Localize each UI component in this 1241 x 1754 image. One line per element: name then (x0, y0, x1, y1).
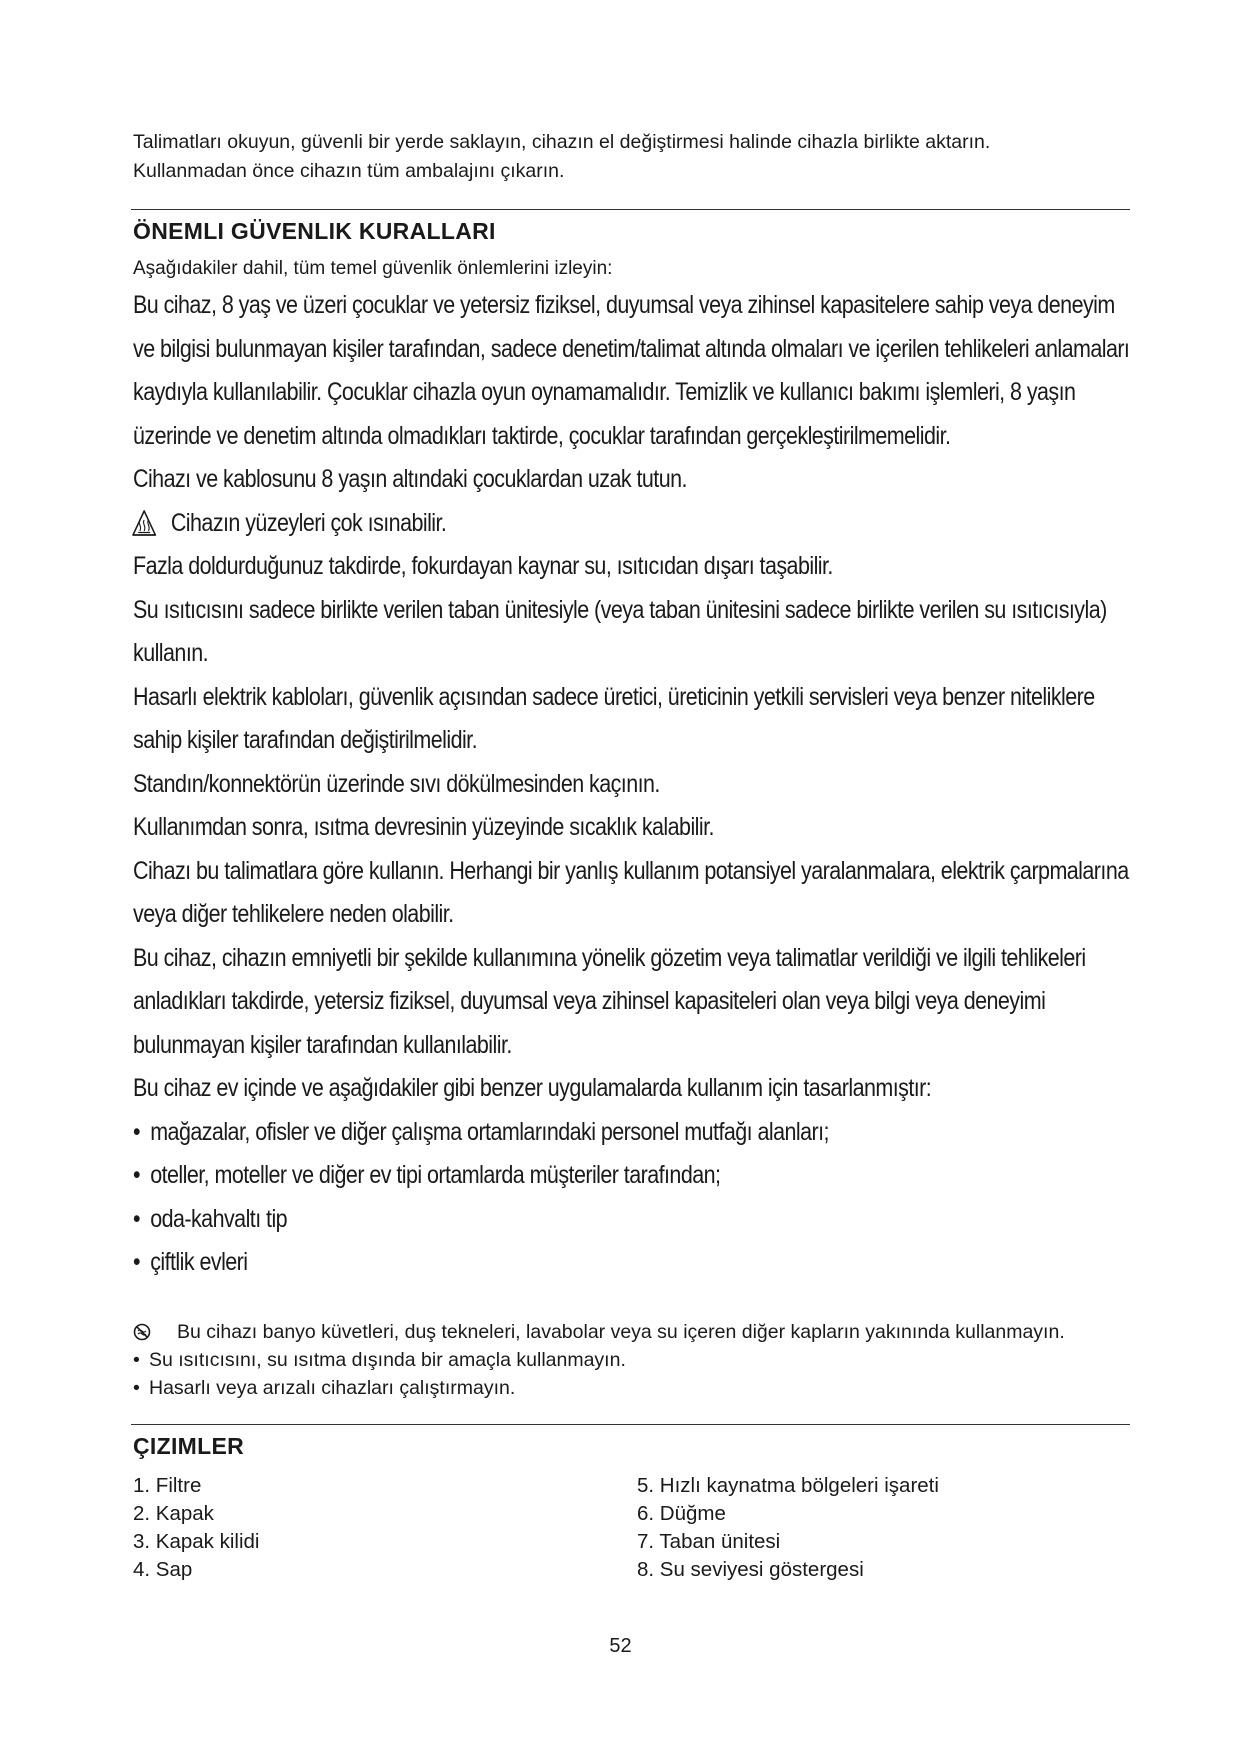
rule-misuse: Cihazı bu talimatlara göre kullanın. Herhangi bir yanlış kullanım potansiyel yaralanmalara, elektrik çarpmalarına veya diğer tehlikelere neden olabilir. (133, 856, 1129, 928)
list-item: 4. Sap (133, 1558, 193, 1581)
rule-keep-away: Cihazı ve kablosunu 8 yaşın altındaki çocuklardan uzak tutun. (133, 465, 687, 493)
safety-rules (133, 284, 1139, 1285)
page-number: 52 (609, 1635, 632, 1657)
rule-intended-use: Bu cihaz ev içinde ve aşağıdakiler gibi benzer uygulamalarda kullanım için tasarlanmıştır: (133, 1074, 932, 1102)
small-warnings (133, 1318, 1133, 1402)
list-item: 6. Düğme (637, 1502, 726, 1525)
list-item: 8. Su seviyesi göstergesi (637, 1558, 864, 1581)
intro-line-1: Talimatları okuyun, güvenli bir yerde saklayın, cihazın el değiştirmesi halinde cihazla birlikte aktarın. (133, 131, 991, 153)
figures-heading: ÇIZIMLER (133, 1433, 244, 1459)
section-divider (131, 209, 1130, 210)
no-water-warning-icon (133, 1323, 151, 1341)
rule-overfill: Fazla doldurduğunuz takdirde, fokurdayan kaynar su, ısıtıcıdan dışarı taşabilir. (133, 552, 833, 580)
list-item: 5. Hızlı kaynatma bölgeleri işareti (637, 1474, 939, 1497)
list-item: 3. Kapak kilidi (133, 1530, 260, 1553)
list-item: • çiftlik evleri (133, 1241, 1139, 1285)
bath-warning-text: Bu cihazı banyo küvetleri, duş tekneleri, lavabolar veya su içeren diğer kapların yakınında kullanmayın. (177, 1321, 1065, 1343)
list-item: • Hasarlı veya arızalı cihazları çalıştırmayın. (133, 1374, 1133, 1402)
hot-surface-text: Cihazın yüzeyleri çok ısınabilir. (170, 508, 447, 537)
rule-reduced-capabilities: Bu cihaz, cihazın emniyetli bir şekilde kullanımına yönelik gözetim veya talimatlar verildiği ve ilgili tehlikeleri anladıkları takdirde, yetersiz fiziksel, duyumsal veya zihinsel kapasiteleri olan veya bilgi veya deneyimi bulunmayan kişiler tarafından kullanılabilir. (133, 943, 1086, 1059)
list-item: 1. Filtre (133, 1474, 202, 1497)
intro-text (133, 128, 1133, 186)
bath-warning (133, 1318, 1133, 1346)
list-item: • Su ısıtıcısını, su ısıtma dışında bir amaçla kullanmayın. (133, 1346, 1133, 1374)
rule-hot-surface (133, 502, 1139, 546)
uses-list (133, 1111, 1139, 1285)
rule-base-unit: Su ısıtıcısını sadece birlikte verilen taban ünitesiyle (veya taban ünitesini sadece birlikte verilen su ısıtıcısıyla) kullanın. (133, 595, 1107, 667)
list-item: • oteller, moteller ve diğer ev tipi ortamlarda müşteriler tarafından; (133, 1154, 1139, 1198)
rule-children-supervision: Bu cihaz, 8 yaş ve üzeri çocuklar ve yetersiz fiziksel, duyumsal veya zihinsel kapasitelere sahip veya deneyim ve bilgisi bulunmayan kişiler tarafından, sadece denetim/talimat altında olmaları ve içerilen tehlikeleri anlamaları kaydıyla kullanılabilir. Çocuklar cihazla oyun oynamamalıdır. Temizlik ve kullanıcı bakımı işlemleri, 8 yaşın üzerinde ve denetim altında olmadıkları taktirde, çocuklar tarafından gerçekleştirilmemelidir. (133, 291, 1130, 450)
small-warnings-list (133, 1346, 1133, 1402)
rule-damaged-cable: Hasarlı elektrik kabloları, güvenlik açısından sadece üretici, üreticinin yetkili servisleri veya benzer niteliklere sahip kişiler tarafından değiştirilmelidir. (133, 682, 1095, 754)
list-item: 7. Taban ünitesi (637, 1530, 781, 1553)
rule-spill: Standın/konnektörün üzerinde sıvı dökülmesinden kaçının. (133, 769, 660, 798)
intro-line-2: Kullanmadan önce cihazın tüm ambalajını çıkarın. (133, 160, 565, 182)
section-divider (131, 1424, 1130, 1425)
safety-heading: ÖNEMLI GÜVENLIK KURALLARI (133, 218, 496, 244)
figures-list-right (637, 1472, 939, 1584)
hot-surface-warning-icon (131, 509, 157, 537)
figures-list-left (133, 1472, 259, 1584)
list-item: • oda-kahvaltı tip (133, 1198, 1139, 1242)
safety-lead: Aşağıdakiler dahil, tüm temel güvenlik önlemlerini izleyin: (133, 258, 613, 279)
list-item: 2. Kapak (133, 1502, 214, 1525)
rule-residual-heat: Kullanımdan sonra, ısıtma devresinin yüzeyinde sıcaklık kalabilir. (133, 813, 714, 841)
list-item: • mağazalar, ofisler ve diğer çalışma ortamlarındaki personel mutfağı alanları; (133, 1111, 1139, 1155)
